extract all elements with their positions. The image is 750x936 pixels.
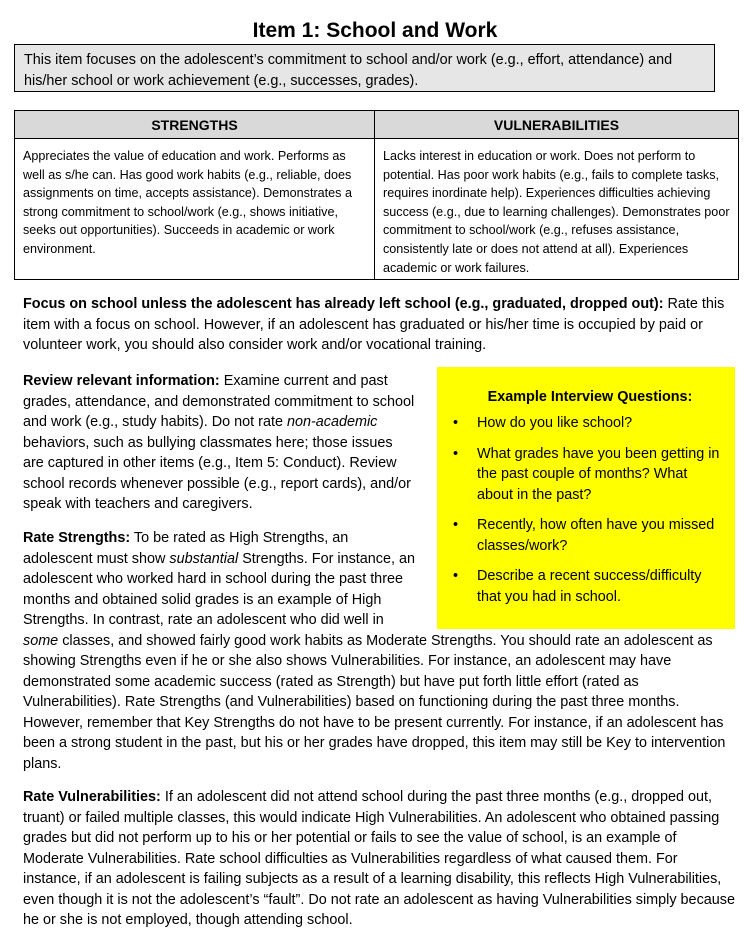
focus-body: Rate this item with a focus on school. However, if an adolescent has graduated or his/her time is occupied by paid or volunteer work, you should also consider work and/or vocational training. <box>23 296 725 353</box>
list-item: • How do you like school? <box>453 413 723 434</box>
review-body-2: behaviors, such as bullying classmates here; those issues are captured in other items (e.g., Item 5: Conduct). Review school records whenever possible (e.g., report cards), and/or speak with teachers and caregivers. <box>23 434 411 512</box>
rate-vulnerabilities-paragraph <box>23 787 735 931</box>
list-item: • What grades have you been getting in the past couple of months? What about in the past? <box>453 445 720 503</box>
focus-paragraph <box>23 294 735 356</box>
table-row <box>15 139 739 280</box>
review-paragraph <box>23 371 415 515</box>
list-item: • Recently, how often have you missed classes/work? <box>453 517 715 554</box>
list-item: • Describe a recent success/difficulty that you had in school. <box>453 568 702 605</box>
rate-strengths-paragraph <box>23 528 735 774</box>
rate-vulnerabilities-heading: Rate Vulnerabilities: <box>23 789 161 805</box>
rate-strengths-emphasis-1: substantial <box>169 550 239 567</box>
bullet-icon: • <box>453 445 459 462</box>
rate-strengths-body-3: classes, and showed fairly good work habits as Moderate Strengths. You should rate an adolescent as showing Strengths even if he or she also shows Vulnerabilities. For instance, an adolescent may have demonstrated some academic success (rated as Strength) but have put forth little effort (rated as Vulnerabilities). Rate Strengths (and Vulnerabilities) based on functioning during the past three months. However, remember that Key Strengths do not have to be present currently. For instance, if an adolescent has been a strong student in the past, but his or her grades have dropped, this item may still be Key to intervention plans. <box>23 632 726 772</box>
review-heading: Review relevant information: <box>23 373 220 389</box>
review-emphasis: non-academic <box>286 414 378 430</box>
vulnerabilities-cell: Lacks interest in education or work. Does not perform to potential. Has poor work habits (e.g., fails to complete tasks, requires inordinate help). Experiences difficulties achieving success (e.g., due to learning challenges). Demonstrates poor commitment to school/work (e.g., refuses assistance, consistently late or does not attend at all). Experiences academic or work failures. <box>375 139 739 280</box>
questions-heading: Example Interview Questions: <box>487 389 693 405</box>
intro-box <box>14 44 715 92</box>
review-body-1: Examine current and past grades, attendance, and demonstrated commitment to school and work (e.g., study habits). Do not rate <box>23 373 415 430</box>
rate-vulnerabilities-body: If an adolescent did not attend school during the past three months (e.g., dropped out, truant) or failed multiple classes, this would indicate High Vulnerabilities. An adolescent who obtained passing grades but did not perform up to his or her potential or fails to see the value of school, is an example of Moderate Vulnerabilities. Rate school difficulties as Vulnerabilities regardless of what caused them. For instance, if an adolescent is failing subjects as a result of a learning disability, this reflects High Vulnerabilities, even though it is not the adolescent’s “fault”. Do not rate an adolescent as having Vulnerabilities simply because he or she is not employed, though attending school. <box>23 789 735 928</box>
intro-text: This item focuses on the adolescent’s commitment to school and/or work (e.g., effort, attendance) and his/her school or work achievement (e.g., successes, grades). <box>24 52 673 89</box>
strengths-cell: Appreciates the value of education and work. Performs as well as s/he can. Has good work habits (e.g., reliable, does assignments on time, accepts assistance). Demonstrates a strong commitment to school/work (e.g., shows initiative, seeks out opportunities). Succeeds in academic or work environment. <box>15 139 375 280</box>
table-header-row <box>15 111 739 139</box>
page-title: Item 1: School and Work <box>252 19 498 42</box>
strengths-header: STRENGTHS <box>15 111 375 139</box>
bullet-icon: • <box>453 568 459 584</box>
bullet-icon: • <box>453 415 459 431</box>
strengths-vulnerabilities-table <box>14 110 739 280</box>
focus-heading: Focus on school unless the adolescent has already left school (e.g., graduated, dropped out): <box>23 296 664 312</box>
rate-strengths-heading: Rate Strengths: <box>23 530 131 546</box>
rate-strengths-body-2: Strengths. For instance, an adolescent who worked hard in school during the past three months and obtained solid grades is an example of High Strengths. In contrast, rate an adolescent who did well in <box>23 550 415 628</box>
rate-strengths-body-1: To be rated as High Strengths, an adolescent must show <box>23 530 349 567</box>
bullet-icon: • <box>453 517 459 533</box>
vulnerabilities-header: VULNERABILITIES <box>375 111 739 139</box>
rate-strengths-emphasis-2: some <box>23 632 59 649</box>
